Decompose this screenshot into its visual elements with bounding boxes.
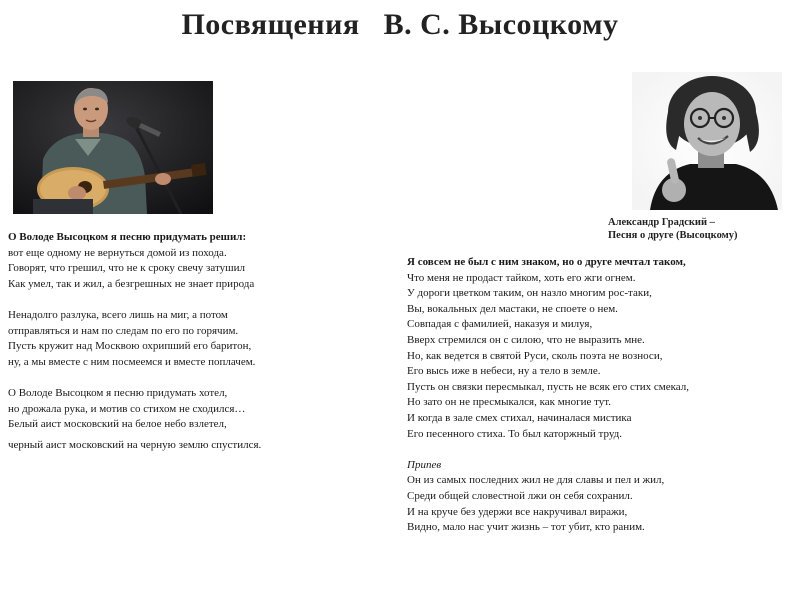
poem-line: Его песенного стиха. То был каторжный труд. bbox=[407, 427, 622, 440]
poem-line-last: черный аист московский на черную землю спустился. bbox=[8, 438, 262, 451]
chorus-line: Среди общей словестной лжи он себя сохранил. bbox=[407, 489, 633, 502]
poem-line: Что меня не продаст тайком, хоть его жги огнем. bbox=[407, 271, 636, 284]
caption-line-song: Песня о друге (Высоцкому) bbox=[608, 230, 738, 241]
chorus-line: Он из самых последних жил не для славы и пел и жил, bbox=[407, 474, 665, 487]
poem-line: Вы, вокальных дел мастаки, не споете о нем. bbox=[407, 302, 618, 315]
poem-line: ну, а мы вместе с ним посмеемся и вместе поплачем. bbox=[8, 355, 256, 368]
chorus-label: Припев bbox=[407, 458, 442, 471]
poem-line: Вверх стремился он с силою, что не выразить мне. bbox=[407, 333, 645, 346]
poem-line: но дрожала рука, и мотив со стихом не сходился… bbox=[8, 402, 246, 415]
photo-gradsky bbox=[632, 72, 782, 210]
poem-line: О Володе Высоцком я песню придумать хотел, bbox=[8, 386, 228, 399]
poem-line: Пусть он связки пересмыкал, пусть не всяк его стих смекал, bbox=[407, 380, 690, 393]
caption-line-author: Александр Градский – bbox=[608, 217, 715, 228]
poem-left bbox=[8, 230, 380, 453]
poem-line: Говорят, что грешил, что не к сроку свечу затушил bbox=[8, 262, 245, 275]
poem-line: Его высь иже в небеси, ну а тело в земле. bbox=[407, 365, 601, 378]
poem-line: Но, как ведется в святой Руси, сколь поэта не возноси, bbox=[407, 349, 663, 362]
poem-line: Пусть кружит над Москвою охрипший его баритон, bbox=[8, 340, 252, 353]
poem-line: У дороги цветком таким, он назло многим рос-таки, bbox=[407, 287, 652, 300]
poem-line: Как умел, так и жил, а безгрешных не знает природа bbox=[8, 277, 255, 290]
poem-right bbox=[407, 255, 792, 536]
poem-line: Ненадолго разлука, всего лишь на миг, а потом bbox=[8, 308, 228, 321]
poem-line: вот еще одному не вернуться домой из похода. bbox=[8, 246, 227, 259]
photo-guitarist bbox=[13, 81, 213, 214]
chorus-line: И на круче без удержи все накручивал виражи, bbox=[407, 505, 628, 518]
poem-line: Белый аист московский на белое небо взлетел, bbox=[8, 418, 227, 431]
gradsky-illustration bbox=[632, 72, 782, 210]
photo-caption bbox=[608, 216, 788, 242]
chorus-line: Видно, мало нас учит жизнь – тот убит, кто раним. bbox=[407, 521, 645, 534]
poem-line: И когда в зале смех стихал, начиналася мистика bbox=[407, 411, 632, 424]
guitarist-illustration bbox=[13, 81, 213, 214]
poem-line: отправляться и нам по следам по его по горячим. bbox=[8, 324, 239, 337]
poem-line: Но зато он не пресмыкался, как многие тут. bbox=[407, 396, 611, 409]
poem-line: Совпадая с фамилией, наказуя и милуя, bbox=[407, 318, 593, 331]
left-poem-heading: О Володе Высоцком я песню придумать решил: bbox=[8, 231, 247, 243]
right-poem-heading: Я совсем не был с ним знаком, но о друге мечтал таком, bbox=[407, 256, 686, 268]
page-title: Посвящения В. С. Высоцкому bbox=[181, 8, 619, 41]
